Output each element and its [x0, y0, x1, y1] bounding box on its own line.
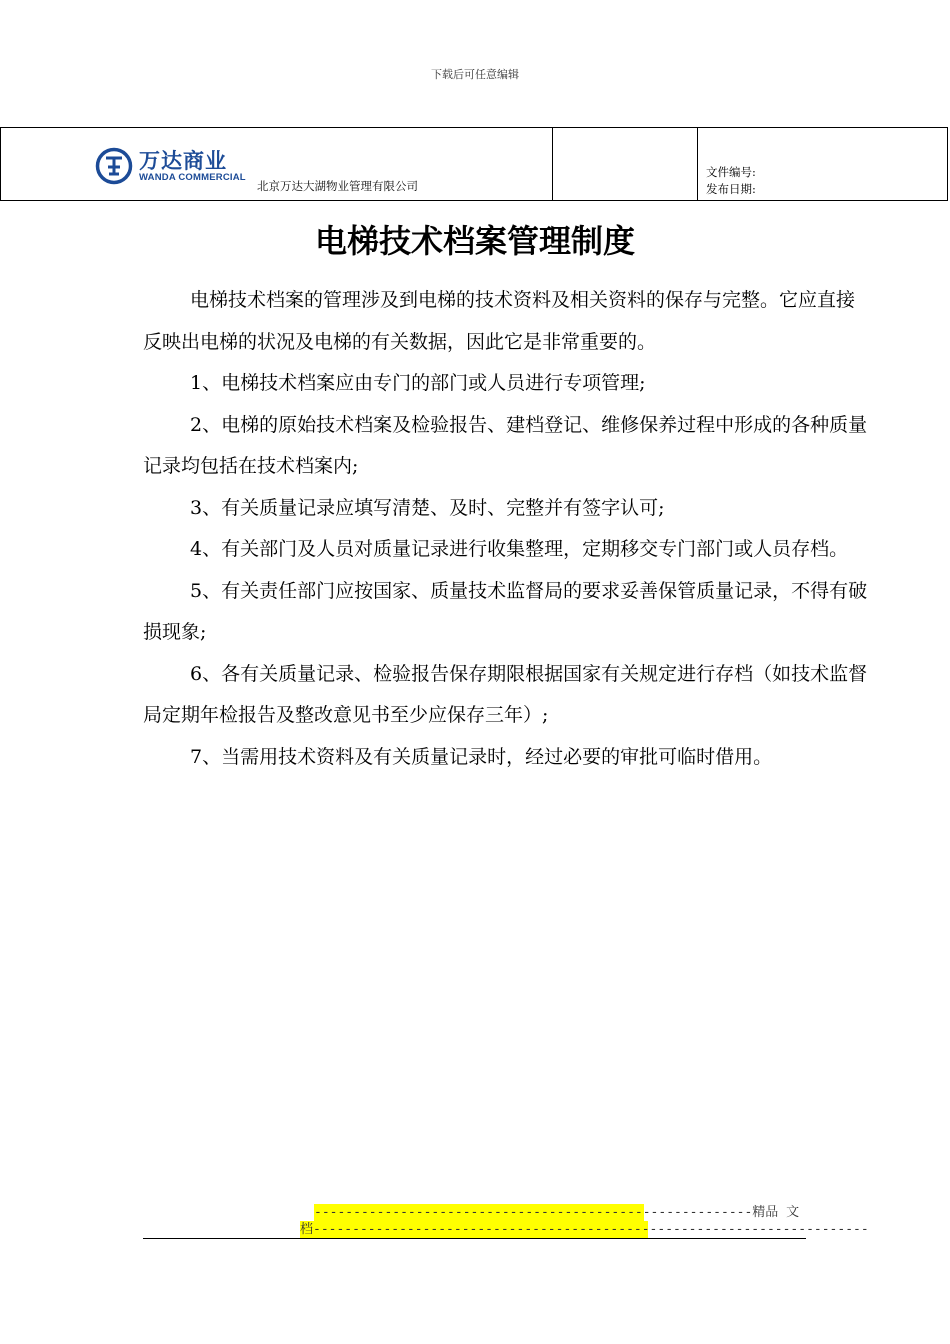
paragraph-item-5: 5、有关责任部门应按国家、质量技术监督局的要求妥善保管质量记录，不得有破损现象; [143, 579, 868, 643]
footer-watermark [300, 1204, 869, 1238]
header-empty-cell [552, 128, 698, 200]
doc-number-label: 文件编号: [706, 165, 756, 179]
logo-english-text: WANDA COMMERCIAL [139, 172, 246, 183]
page-title: 电梯技术档案管理制度 [314, 222, 635, 260]
paragraph-item-1: 1、电梯技术档案应由专门的部门或人员进行专项管理; [190, 372, 646, 394]
document-header-table [0, 127, 948, 201]
paragraph-item-7: 7、当需用技术资料及有关质量记录时，经过必要的审批可临时借用。 [190, 745, 773, 768]
paragraph-item-6: 6、各有关质量记录、检验报告保存期限根据国家有关规定进行存档（如技术监督局定期年检报告及整改意见书至少应保存三年）; [143, 662, 868, 726]
logo-chinese-text: 万达商业 [139, 149, 227, 173]
company-name: 北京万达大湖物业管理有限公司 [257, 179, 418, 193]
header-meta-cell [697, 128, 947, 200]
paragraph-item-4: 4、有关部门及人员对质量记录进行收集整理，定期移交专门部门或人员存档。 [190, 538, 849, 560]
paragraph-item-2: 2、电梯的原始技术档案及检验报告、建档登记、维修保养过程中形成的各种质量记录均包括在技术档案内; [143, 413, 868, 477]
publish-date-label: 发布日期: [706, 182, 756, 196]
header-logo-cell [1, 128, 553, 200]
document-body [143, 280, 873, 778]
footer-divider [143, 1238, 806, 1239]
wanda-logo [95, 145, 255, 187]
top-note: 下载后可任意编辑 [431, 68, 519, 81]
footer-line-2: 档----------------------------------------------------------------------- [300, 1222, 869, 1237]
footer-line-1: --------------------------------------------------------精品 文 [314, 1205, 800, 1220]
paragraph-item-3: 3、有关质量记录应填写清楚、及时、完整并有签字认可; [190, 496, 665, 519]
wanda-logo-icon [95, 147, 133, 185]
paragraph-intro: 电梯技术档案的管理涉及到电梯的技术资料及相关资料的保存与完整。它应直接反映出电梯的状况及电梯的有关数据，因此它是非常重要的。 [143, 289, 856, 353]
